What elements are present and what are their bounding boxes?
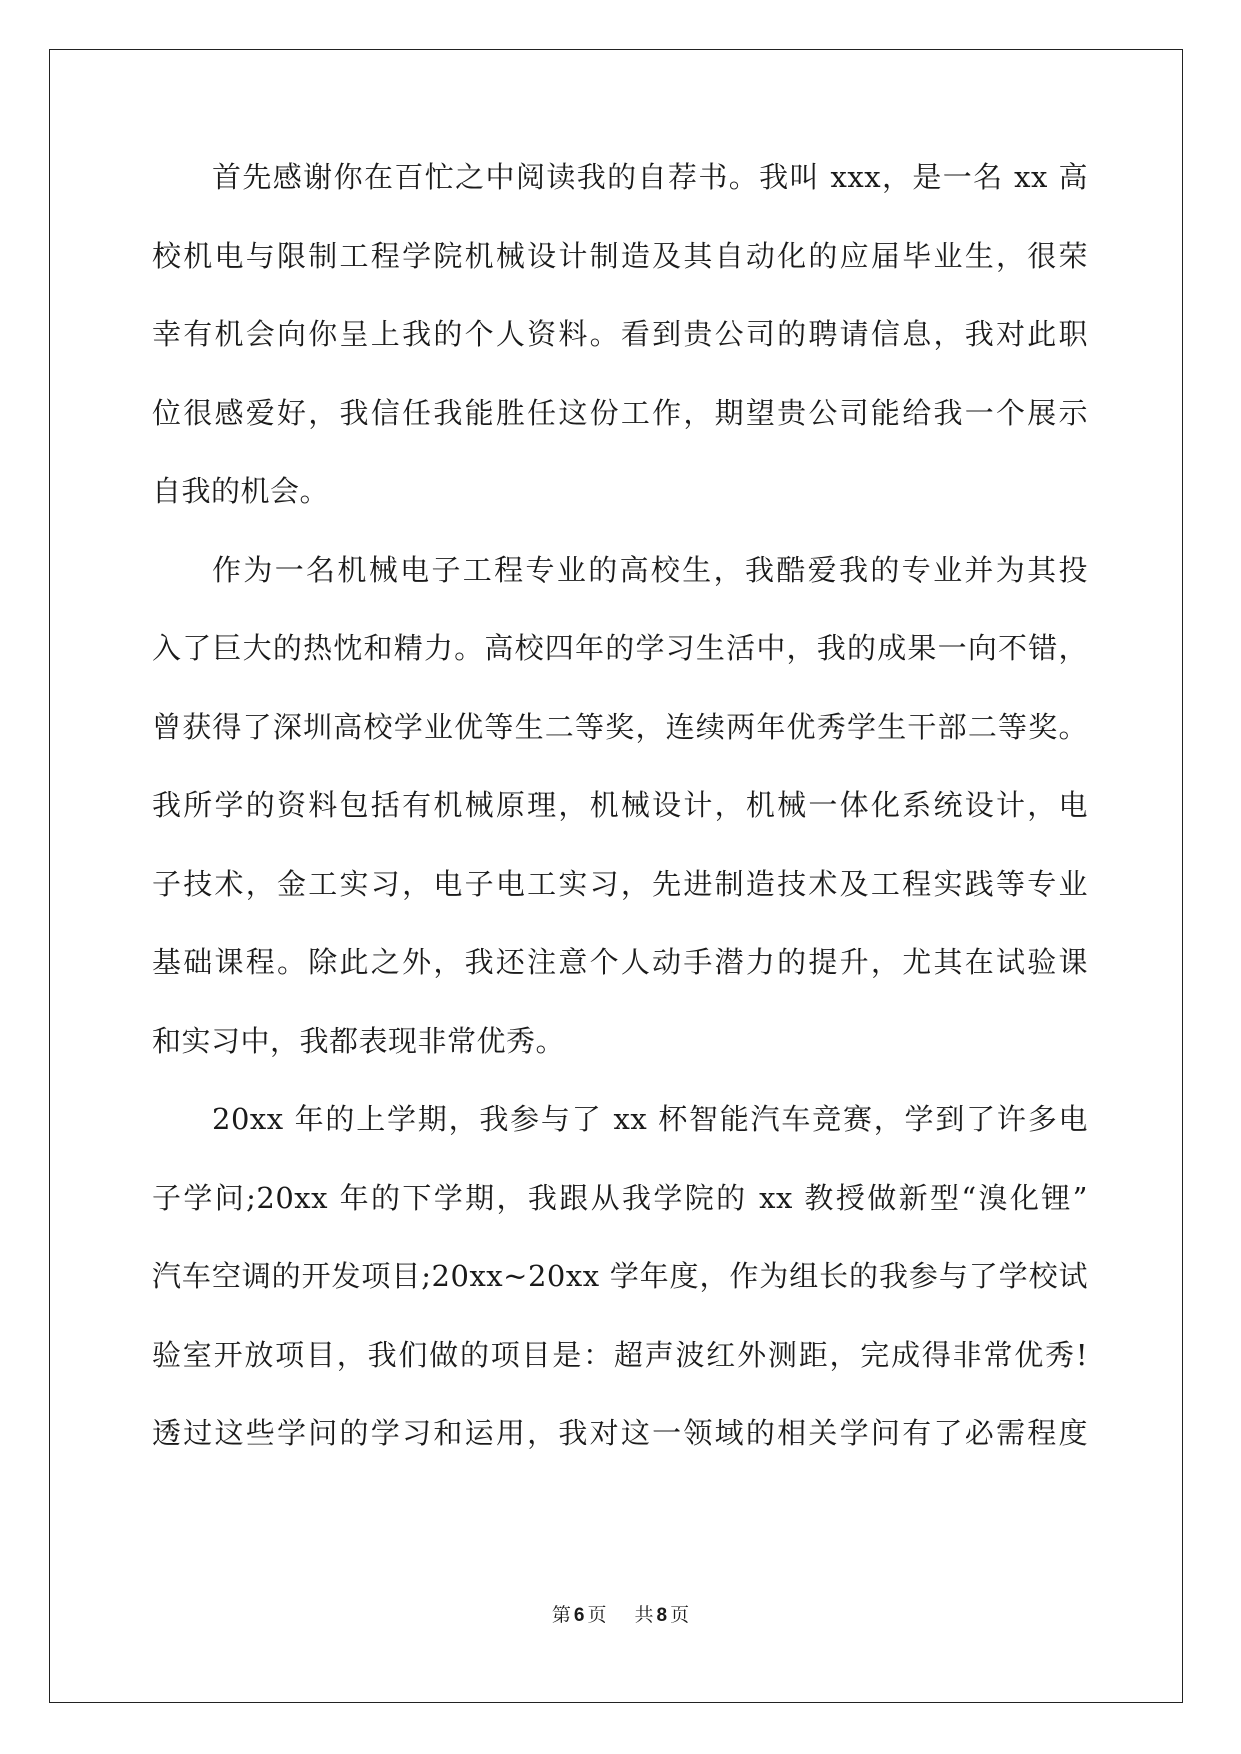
text-line: 基础课程。除此之外，我还注意个人动手潜力的提升，尤其在试验课 — [152, 945, 1088, 979]
document-body — [152, 158, 1088, 1493]
text-line: 入了巨大的热忱和精力。高校四年的学习生活中，我的成果一向不错， — [152, 631, 1088, 665]
page-suffix: 页 — [587, 1604, 607, 1626]
text-line: 校机电与限制工程学院机械设计制造及其自动化的应届毕业生，很荣 — [152, 238, 1088, 273]
text-line: 我所学的资料包括有机械原理，机械设计，机械一体化系统设计，电 — [152, 788, 1088, 822]
text-line: 子学问;20xx 年的下学期，我跟从我学院的 xx 教授做新型“溴化锂” — [152, 1180, 1088, 1215]
page-current-number: 6 — [573, 1605, 585, 1626]
text-line: 作为一名机械电子工程专业的高校生，我酷爱我的专业并为其投 — [212, 552, 1088, 587]
text-line: 曾获得了深圳高校学业优等生二等奖，连续两年优秀学生干部二等奖。 — [152, 709, 1088, 744]
page-footer — [0, 1603, 1241, 1628]
text-line: 汽车空调的开发项目;20xx~20xx 学年度，作为组长的我参与了学校试 — [152, 1259, 1088, 1293]
page-total-number: 8 — [656, 1605, 668, 1626]
total-suffix: 页 — [670, 1604, 690, 1626]
text-line: 幸有机会向你呈上我的个人资料。看到贵公司的聘请信息，我对此职 — [152, 317, 1088, 351]
text-line: 子技术，金工实习，电子电工实习，先进制造技术及工程实践等专业 — [152, 866, 1088, 901]
text-line: 透过这些学问的学习和运用，我对这一领域的相关学问有了必需程度 — [152, 1416, 1088, 1450]
text-line: 首先感谢你在百忙之中阅读我的自荐书。我叫 xxx，是一名 xx 高 — [212, 160, 1088, 194]
total-prefix: 共 — [634, 1604, 654, 1626]
text-line: 位很感爱好，我信任我能胜任这份工作，期望贵公司能给我一个展示 — [152, 395, 1088, 430]
text-line: 20xx 年的上学期，我参与了 xx 杯智能汽车竞赛，学到了许多电 — [212, 1102, 1088, 1136]
text-line: 和实习中，我都表现非常优秀。 — [152, 1023, 566, 1058]
text-line: 验室开放项目，我们做的项目是：超声波红外测距，完成得非常优秀! — [152, 1337, 1088, 1372]
text-line: 自我的机会。 — [152, 474, 330, 508]
page-prefix: 第 — [551, 1604, 571, 1626]
